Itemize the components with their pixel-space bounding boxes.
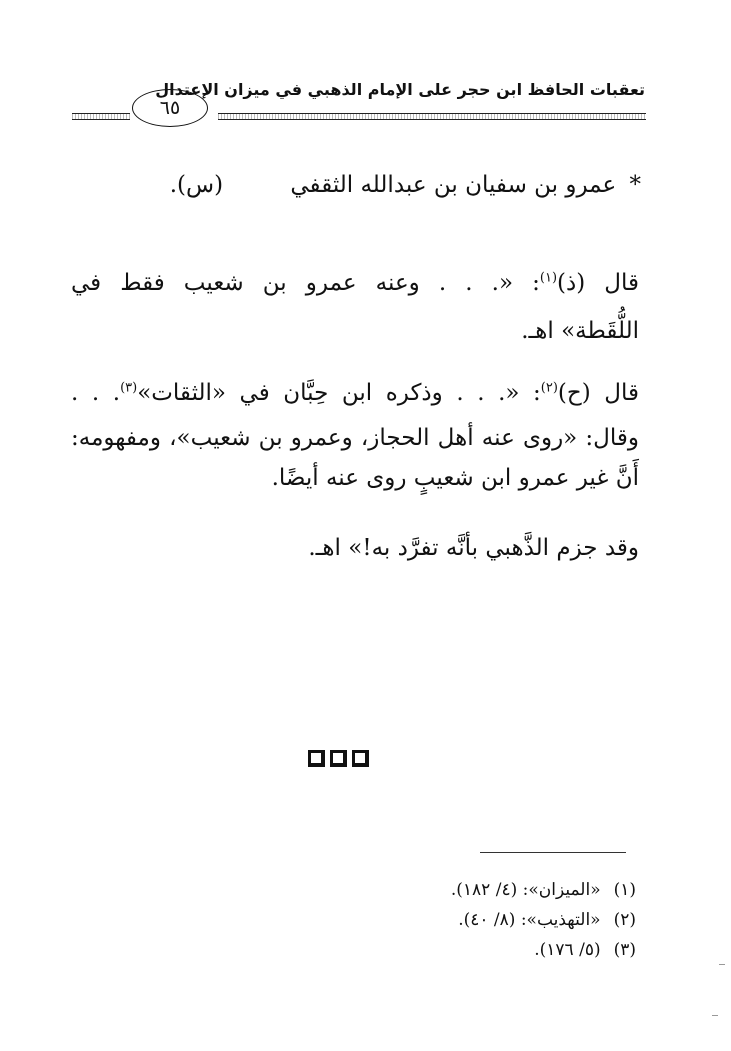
entry-heading bbox=[170, 172, 641, 198]
square-icon bbox=[308, 750, 325, 767]
para2-line3: أَنَّ غير عمرو ابن شعيبٍ روى عنه أيضًا. bbox=[271, 465, 639, 491]
footnote-separator bbox=[480, 852, 626, 853]
section-end-marks bbox=[308, 750, 369, 767]
para1-lead: قال (ذ) bbox=[557, 270, 640, 296]
para2-line2: وقال: «روى عنه أهل الحجاز، وعمرو بن شعيب»، ومفهومه: bbox=[71, 425, 639, 451]
header-rule-left bbox=[72, 113, 130, 120]
footnote-ref-2: (٢) bbox=[540, 380, 558, 396]
footnote-2 bbox=[458, 910, 636, 930]
footnote-text: «التهذيب»: (٨/ ٤٠). bbox=[458, 910, 601, 930]
star-icon: * bbox=[629, 172, 641, 198]
footnote-text: (٥/ ١٧٦). bbox=[534, 940, 601, 960]
header-rule-right bbox=[218, 113, 646, 120]
square-icon bbox=[352, 750, 369, 767]
footnote-ref-3: (٣) bbox=[120, 380, 138, 396]
para2-line4: وقد جزم الذَّهبي بأنَّه تفرَّد به!» اهـ. bbox=[308, 535, 639, 561]
entry-name: عمرو بن سفيان بن عبدالله الثقفي bbox=[290, 172, 617, 198]
para2-ellipsis: . . . bbox=[71, 380, 121, 406]
scan-mark bbox=[712, 1015, 718, 1016]
para2-line1 bbox=[71, 380, 639, 406]
footnote-number: (٢) bbox=[613, 910, 636, 930]
footnote-text: «الميزان»: (٤/ ١٨٢). bbox=[450, 880, 601, 900]
footnote-1 bbox=[451, 880, 636, 900]
footnote-3 bbox=[534, 940, 636, 960]
para1-quote: : «. . . وعنه عمرو بن شعيب فقط في bbox=[71, 270, 540, 296]
footnote-ref-1: (١) bbox=[539, 270, 558, 286]
page-number: ٦٥ bbox=[132, 89, 208, 127]
entry-code: (س). bbox=[169, 172, 224, 198]
footnote-number: (٣) bbox=[613, 940, 636, 960]
footnote-number: (١) bbox=[613, 880, 636, 900]
square-icon bbox=[330, 750, 347, 767]
para2-quote: : «. . . وذكره ابن حِبَّان في «الثقات» bbox=[137, 380, 541, 406]
para1-line2: اللُّقَطة» اهـ. bbox=[521, 318, 639, 344]
para1-line1 bbox=[71, 270, 639, 296]
running-header-title: تعقبات الحافظ ابن حجر على الإمام الذهبي في ميزان الإعتدال bbox=[155, 80, 645, 99]
scan-mark bbox=[719, 964, 725, 965]
para2-lead: قال (ح) bbox=[557, 380, 639, 406]
